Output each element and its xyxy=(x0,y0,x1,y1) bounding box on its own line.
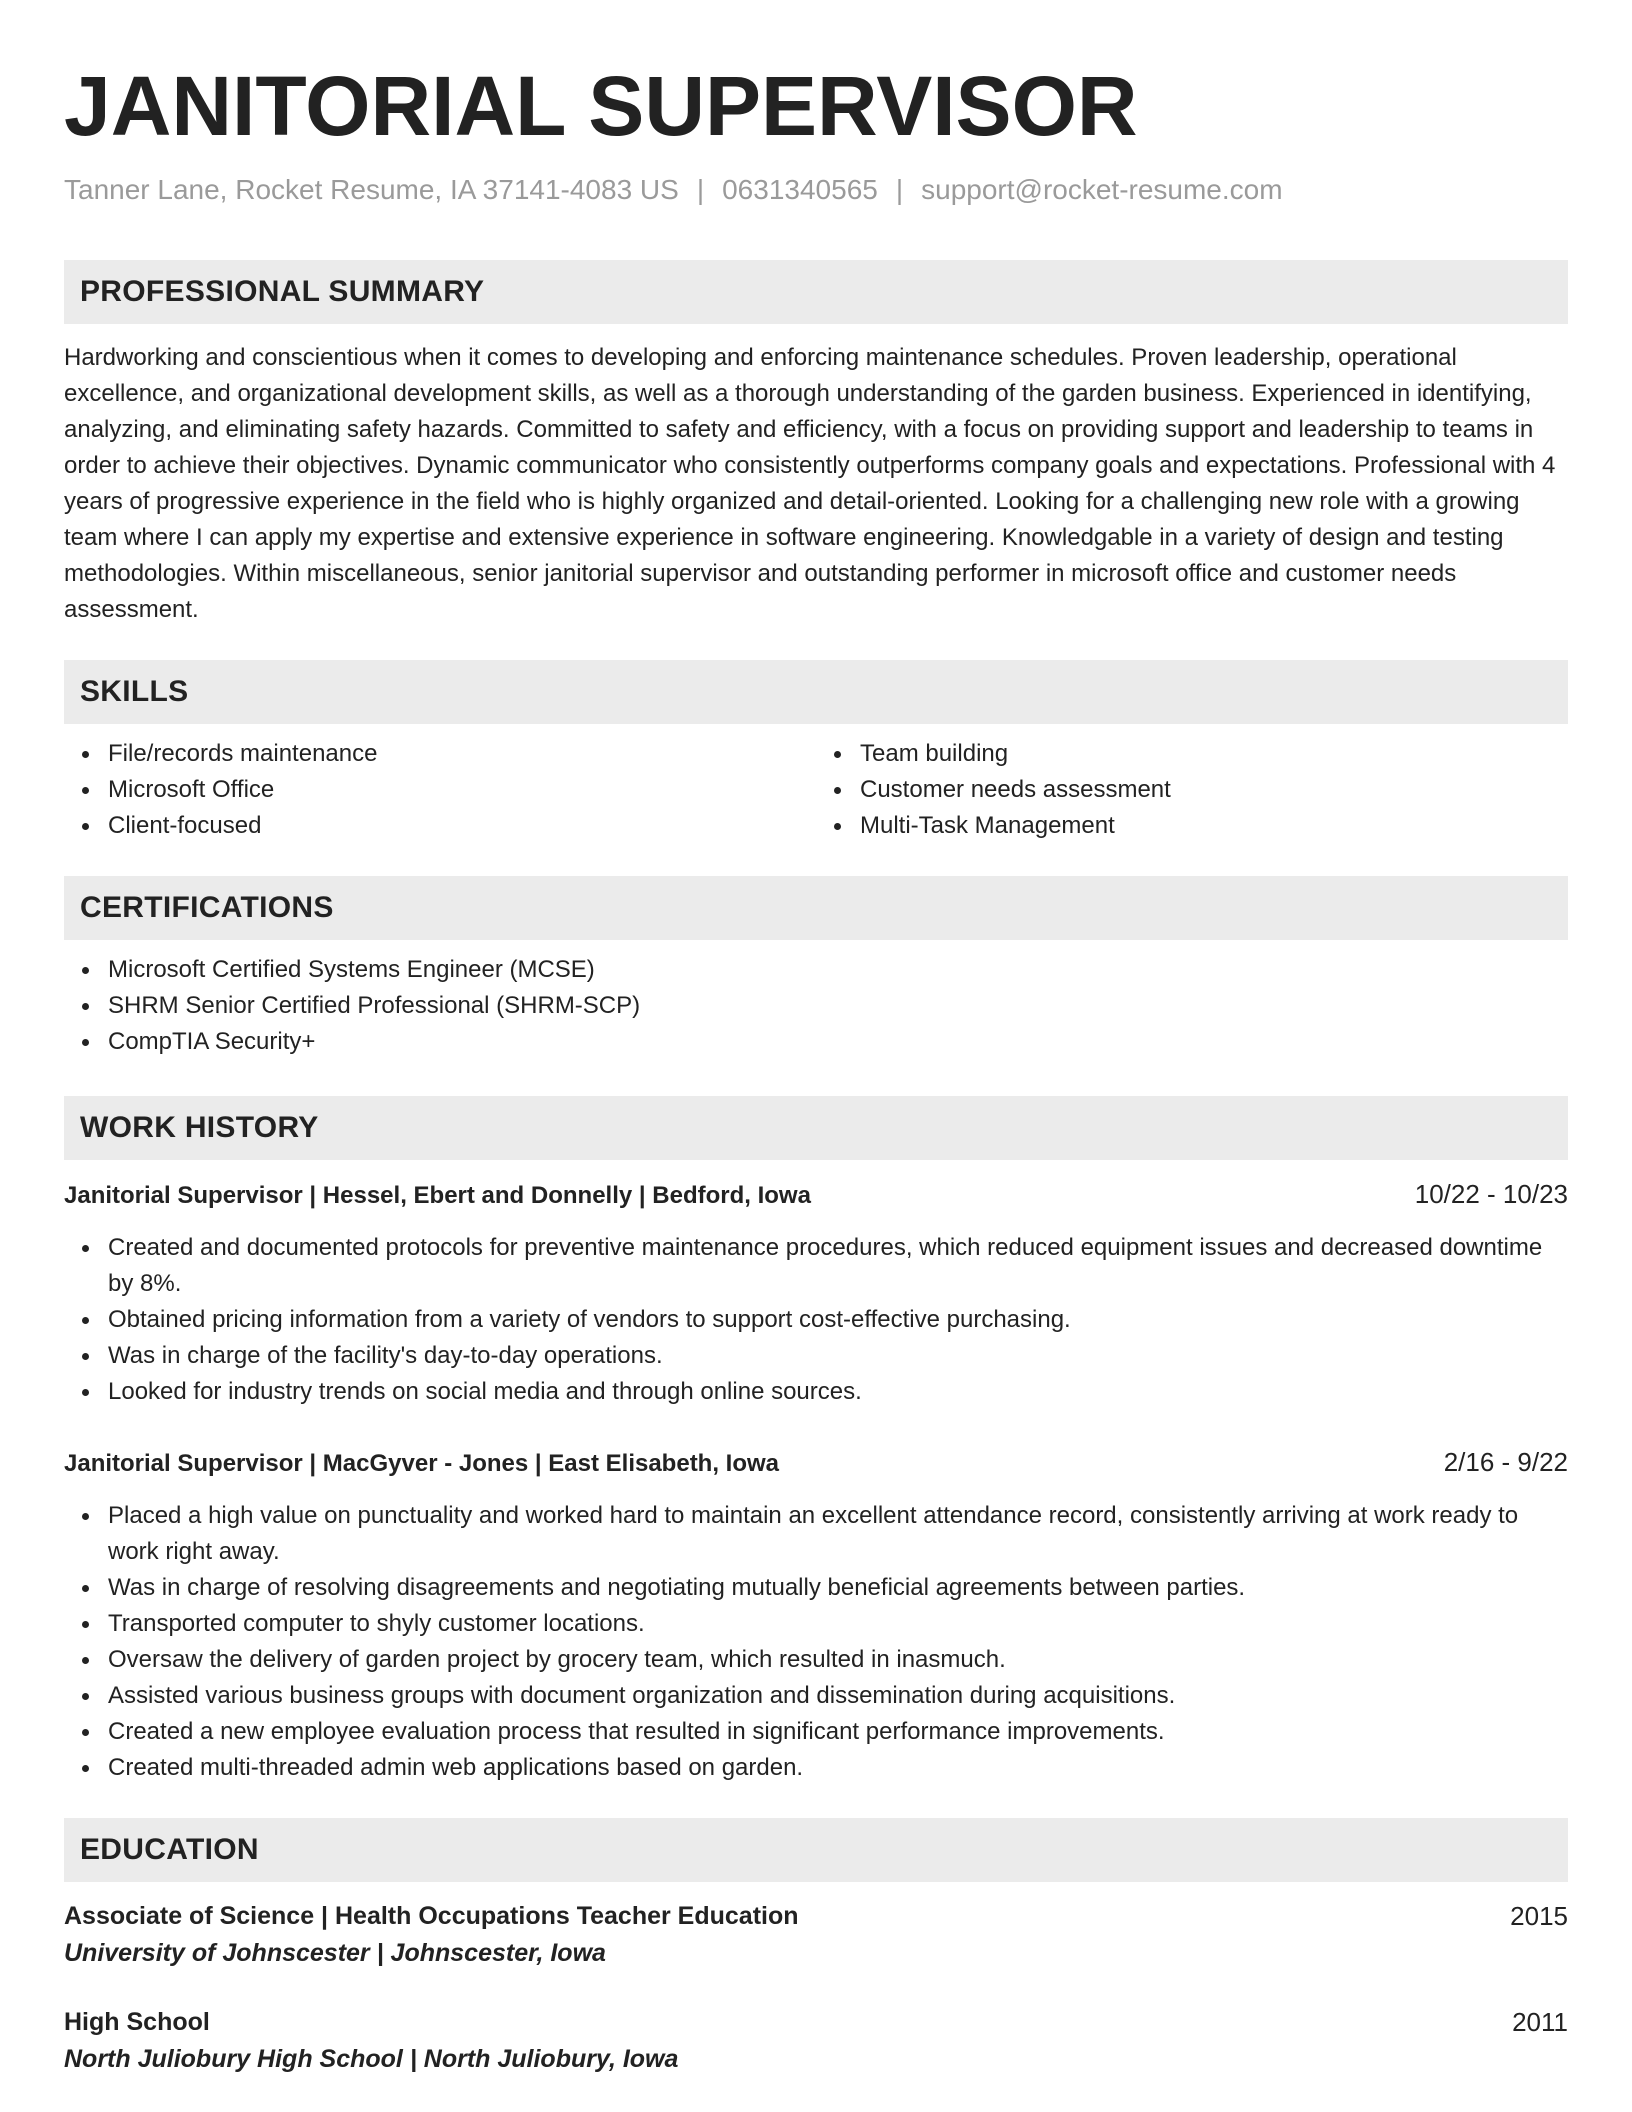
job-bullets xyxy=(64,1230,1568,1410)
certifications-list xyxy=(64,952,1568,1060)
skills-column-right xyxy=(816,736,1568,844)
skill-item: Team building xyxy=(860,736,1568,772)
contact-line xyxy=(64,172,1568,208)
contact-phone: 0631340565 xyxy=(722,174,878,205)
contact-separator: | xyxy=(696,174,705,205)
contact-separator: | xyxy=(895,174,904,205)
job-bullet: Obtained pricing information from a variety of vendors to support cost-effective purchasing. xyxy=(108,1302,1568,1338)
job-header xyxy=(64,1176,1568,1214)
job-title: Janitorial Supervisor | Hessel, Ebert and Donnelly | Bedford, Iowa xyxy=(64,1182,811,1209)
job-bullet: Created a new employee evaluation process that resulted in significant performance improvements. xyxy=(108,1714,1568,1750)
section-title: EDUCATION xyxy=(80,1833,259,1866)
section-title: SKILLS xyxy=(80,675,189,708)
skill-item: File/records maintenance xyxy=(108,736,816,772)
education-year: 2011 xyxy=(1512,2007,1568,2037)
job-dates: 10/22 - 10/23 xyxy=(1414,1179,1568,1209)
education-school: University of Johnscester | Johnscester, Iowa xyxy=(64,1939,606,1967)
skill-item: Customer needs assessment xyxy=(860,772,1568,808)
summary-text: Hardworking and conscientious when it comes to developing and enforcing maintenance schedules. Proven leadership, operational excellence, and organizational development skills, as well as a thorough understanding of the garden business. Experienced in identifying, analyzing, and eliminating safety hazards. Committed to safety and efficiency, with a focus on providing support and leadership to teams in order to achieve their objectives. Dynamic communicator who consistently outperforms company goals and expectations. Professional with 4 years of progressive experience in the field who is highly organized and detail-oriented. Looking for a challenging new role with a growing team where I can apply my expertise and extensive experience in software engineering. Knowledgable in a variety of design and testing methodologies. Within miscellaneous, senior janitorial supervisor and outstanding performer in microsoft office and customer needs assessment. xyxy=(64,344,1556,623)
job-bullet: Transported computer to shyly customer locations. xyxy=(108,1606,1568,1642)
resume-title: JANITORIAL SUPERVISOR xyxy=(64,59,1138,153)
skill-item: Client-focused xyxy=(108,808,816,844)
education-header xyxy=(64,2004,1568,2040)
skills-column-left xyxy=(64,736,816,844)
section-header-work-history xyxy=(64,1096,1568,1160)
education-header xyxy=(64,1898,1568,1934)
section-header-skills xyxy=(64,660,1568,724)
job-bullet: Assisted various business groups with document organization and dissemination during acquisitions. xyxy=(108,1678,1568,1714)
certification-item: SHRM Senior Certified Professional (SHRM-SCP) xyxy=(108,988,1568,1024)
job-title: Janitorial Supervisor | MacGyver - Jones | East Elisabeth, Iowa xyxy=(64,1450,780,1477)
education-year: 2015 xyxy=(1510,1901,1568,1931)
job-bullet: Created and documented protocols for preventive maintenance procedures, which reduced equipment issues and decreased downtime by 8%. xyxy=(108,1230,1568,1302)
job-entry xyxy=(64,1176,1568,1410)
education-degree: High School xyxy=(64,2008,210,2036)
section-header-certifications xyxy=(64,876,1568,940)
job-bullet: Placed a high value on punctuality and worked hard to maintain an excellent attendance record, consistently arriving at work ready to work right away. xyxy=(108,1498,1568,1570)
job-bullet: Was in charge of the facility's day-to-day operations. xyxy=(108,1338,1568,1374)
job-bullet: Oversaw the delivery of garden project by grocery team, which resulted in inasmuch. xyxy=(108,1642,1568,1678)
section-title: WORK HISTORY xyxy=(80,1111,319,1144)
job-entry xyxy=(64,1444,1568,1786)
skill-item: Microsoft Office xyxy=(108,772,816,808)
contact-email[interactable]: support@rocket-resume.com xyxy=(921,174,1283,205)
job-header xyxy=(64,1444,1568,1482)
job-bullets xyxy=(64,1498,1568,1786)
section-title: CERTIFICATIONS xyxy=(80,891,334,924)
job-bullet: Looked for industry trends on social media and through online sources. xyxy=(108,1374,1568,1410)
section-header-education xyxy=(64,1818,1568,1882)
skills-grid xyxy=(64,736,1568,844)
certification-item: CompTIA Security+ xyxy=(108,1024,1568,1060)
job-bullet: Created multi-threaded admin web applications based on garden. xyxy=(108,1750,1568,1786)
education-school: North Juliobury High School | North Juliobury, Iowa xyxy=(64,2045,679,2073)
contact-address: Tanner Lane, Rocket Resume, IA 37141-4083 US xyxy=(64,174,679,205)
education-entry xyxy=(64,1898,1568,1972)
section-header-summary xyxy=(64,260,1568,324)
education-degree: Associate of Science | Health Occupations Teacher Education xyxy=(64,1902,799,1930)
education-entry xyxy=(64,2004,1568,2078)
skill-item: Multi-Task Management xyxy=(860,808,1568,844)
job-bullet: Was in charge of resolving disagreements and negotiating mutually beneficial agreements between parties. xyxy=(108,1570,1568,1606)
job-dates: 2/16 - 9/22 xyxy=(1443,1447,1568,1477)
certification-item: Microsoft Certified Systems Engineer (MCSE) xyxy=(108,952,1568,988)
section-title: PROFESSIONAL SUMMARY xyxy=(80,275,485,308)
